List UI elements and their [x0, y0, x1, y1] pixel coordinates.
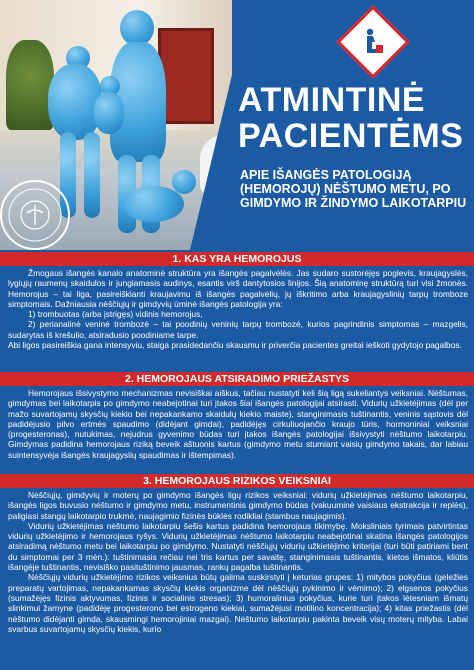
paragraph: Žmogaus išangės kanalo anatominė struktūra yra išangės pagalvėlės. Jas sudaro sustorėjęs poglevis, kraujagyslės, lygiųjų raumenų skaidulos ir jungiamasis audinys, esantis virš dantytosios linijos. Šią anatominę struktūrą turi visi žmonės. Hemorojus – tai liga, pasireiškianti kraujavimu iš išangės pagalvėlių, jų iškritimo arba kraujagyslinių tarpų tromboze simptomais. Dažniausia nėščiųjų ir gimdyvių ūminė išangės patologija yra:	[8, 268, 468, 309]
section-heading-1: 1. KAS YRA HEMOROJUS	[0, 252, 474, 266]
page-subtitle: APIE IŠANGĖS PATOLOGIJĄ (HEMOROJŲ) NĖŠTUMO METU, PO GIMDYMO IR ŽINDYMO LAIKOTARPIU	[240, 168, 467, 210]
hero-banner	[0, 0, 474, 250]
section-heading-2: 2. HEMOROJAUS ATSIRADIMO PRIEŽASTYS	[0, 372, 474, 386]
paragraph: 2) perianalinė veninė trombozė – tai poodinių veninių tarpų trombozė, kurios pagrindinis simptomas – mazgelis, sudarytas iš krešulio, atsiradusio poodiniame tarpe.	[8, 319, 468, 340]
page-title: ATMINTINĖ PACIENTĖMS	[238, 81, 464, 155]
section-heading-3: 3. HEMOROJAUS RIZIKOS VEIKSNIAI	[0, 474, 474, 488]
society-seal-icon	[0, 180, 70, 250]
paragraph: Nėščiųjų vidurių užkietėjimo rizikos veiksnius būtų galima suskirstyti į keturias grupes: 1) mitybos pokyčius (geležies preparatų vartojimas, nepakankamas skysčių kiekis organizme dėl nėščiųjų pykinimo ir vėmimo); 2) elgsenos pokyčius (sumažėjęs fizinis aktyvumas, fizinis ir socialinis stresas); 3) humoralinius pokyčius, kurie turi įtakos lėtesniam išmatų slinkimui žarnyne (padidėję progesterono bei estrogeno kiekiai, sumažėjusi motilino koncentracija); 4) kitas priežastis (dėl nėštumo didėjanti gimda, skausmingi hemorojiniai mazgai). Nėštumo laikotarpiu pakinta beveik visų moterų mityba. Labai svarbus suvartojamų skysčių kiekis, kurio	[8, 572, 468, 634]
paragraph: Vidurių užkietėjimas nėštumo laikotarpiu šešis kartus padidina hemorojaus tikimybę. Moksliniais tyrimais patvirtintas vidurių užkietėjimo ir hemorojaus ryšys. Vidurių užkietėjimas nėštumo laikotarpiu neabejotinai skatina išangės patologijos atsiradimą nėštumo metu bei laikotarpiu po gimdymo. Nustatyti nėščiųjų vidurių užkietėjimo kriterijai (turi būti patiriami bent du simptomai per 3 mėn.): tuštinimasis rečiau nei tris kartus per savaitę, stanginimasis tuštinantis, kietos išmatos, kliūtis išangėje tuštinantis, nevisiško pasituštinimo jausmas, rankų pagalba tuštinantis.	[8, 520, 468, 573]
section-body-3	[8, 490, 468, 634]
section-body-1	[8, 268, 468, 350]
paragraph: Nėščiųjų, gimdyvių ir moterų po gimdymo išangės ligų rizikos veiksniai: vidurių užkietėjimas nėštumo laikotarpiu, išangės ligos buvusio nėštumo ir gimdymo metu, instrumentinis gimdymo būdas (vakuuminė vaisiaus ekstrakcija ir replės), paligiasi stangų laikotarpio trukmė, naujagimio fizinės būklės rodikliai (stambus naujagimis).	[8, 490, 468, 521]
paragraph: 1) trombuotas (arba įstrigęs) vidinis hemorojus,	[28, 309, 203, 320]
paragraph: Abi ligos pasireiškia gana intensyviu, staiga prasidedančiu skausmu ir priverčia pacientes greitai ieškoti gydytojo pagalbos.	[8, 340, 462, 351]
section-body-2	[8, 388, 468, 460]
paragraph: Hemorojaus išsivystymo mechanizmas nevisiškai aiškus, tačiau nustatyti keli šią ligą sukeliantys veiksniai. Nėštumas, gimdymas bei laikotarpis po gimdymo neabejotinai turi įtakos šiai išangės patologijai atsirasti. Vidurių užkietėjimas (dėl per mažo suvartojamų skysčių kiekio bei nepakankamo skaidulų kiekio maiste), stanginimasis tuštinantis, veninis sąstovis dėl padidėjusio pilvo ertmės spaudimo (didėjant gimdai), padidėjęs cirkuliuojančio kraujo tūris, hormoniniai veiksniai (progesteronas), nutukimas, nejudrus gyvenimo būdas turi įtakos išangės patologijai išsivystyti nėštumo laikotarpiu. Gimdymas padidina hemorojaus riziką beveik aštuonis kartus (gimdymo metu stumiant vaisių gimdymo takais, dar labiau suintensyvėja išangės kraujagyslių spaudimas ir ištempimas).	[8, 388, 468, 460]
pregnant-woman-sign-icon	[352, 21, 394, 63]
